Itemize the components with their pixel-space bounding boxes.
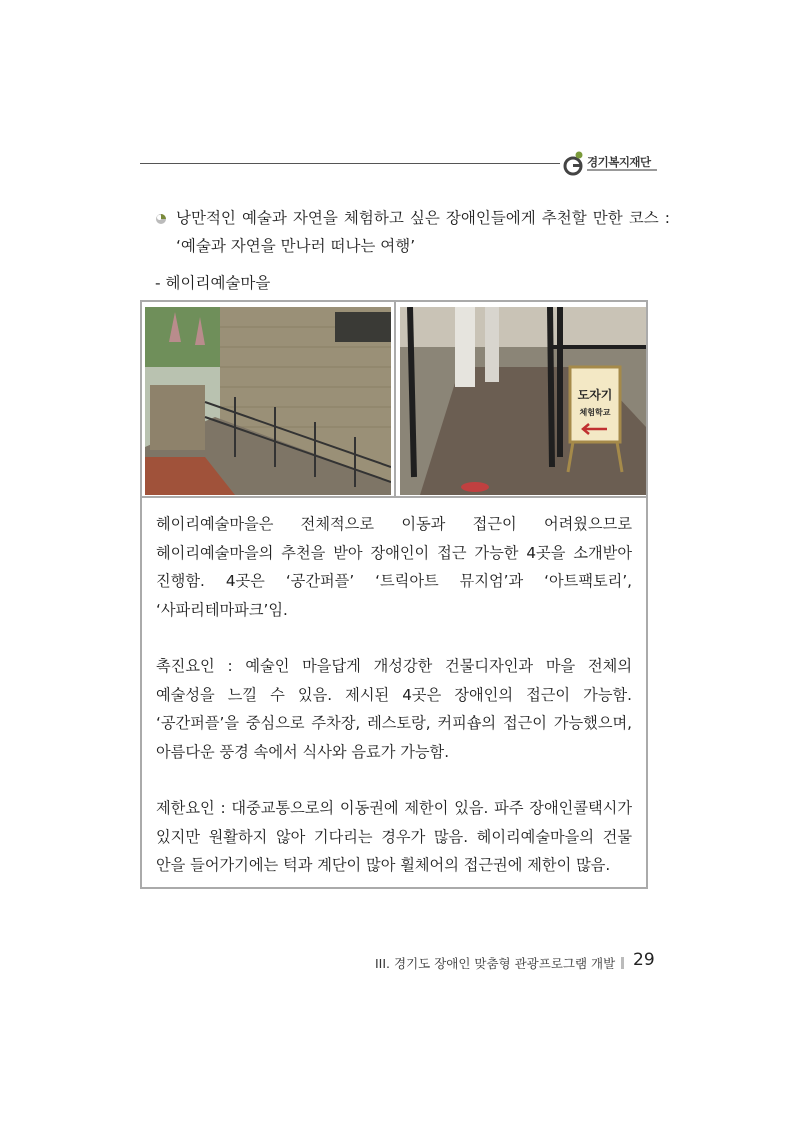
bullet-text: 낭만적인 예술과 자연을 체험하고 싶은 장애인들에게 추천할 만한 코스 : ‘예술과 자연을 만나러 떠나는 여행’ [176,209,670,255]
photo-ramp [145,307,391,495]
bullet-icon [155,213,167,225]
page-number: 29 [633,950,655,970]
sign-line2: 체험학교 [579,408,611,417]
label-limiting: 제한요인 : [156,799,226,817]
photo-box [140,300,648,498]
photo-entrance-sign [400,307,646,495]
paragraph-facilitating [156,652,632,766]
org-name: 경기복지재단 [587,155,651,169]
footer-separator [621,957,624,969]
chapter-title: III. 경기도 장애인 맞춤형 관광프로그램 개발 [375,956,616,971]
logo-mark-icon [563,150,585,176]
header-rule [140,163,560,164]
paragraph-overview: 헤이리예술마을은 전체적으로 이동과 접근이 어려웠으므로 헤이리예술마을의 추천을 받아 장애인이 접근 가능한 4곳을 소개받아 진행함. 4곳은 ‘공간퍼플’ ‘트릭아트 뮤지엄’과 ‘아트팩토리’, ‘사파리테마파크’임. [156,515,632,619]
text-limiting: 대중교통으로의 이동권에 제한이 있음. 파주 장애인콜택시가 있지만 원활하지 않아 기다리는 경우가 많음. 헤이리예술마을의 건물 안을 들어가기에는 턱과 계단이 많아 휠체어의 접근권에 제한이 많음. [156,799,632,874]
section-bullet [140,204,670,260]
org-logo [563,150,663,176]
text-facilitating: 예술인 마을답게 개성강한 건물디자인과 마을 전체의 예술성을 느낄 수 있음. 제시된 4곳은 장애인의 접근이 가능함. ‘공간퍼플’을 중심으로 주차장, 레스토랑, 커피숍의 접근이 가능했으며, 아름다운 풍경 속에서 식사와 음료가 가능함. [156,657,632,761]
subheading: - 헤이리예술마을 [155,274,271,292]
label-facilitating: 촉진요인 : [156,657,233,675]
footer-chapter [375,954,632,972]
photo-divider [394,302,396,496]
description-box [140,498,648,889]
paragraph-limiting [156,794,632,880]
logo-subline [587,169,657,171]
sign-line1: 도자기 [577,388,613,402]
